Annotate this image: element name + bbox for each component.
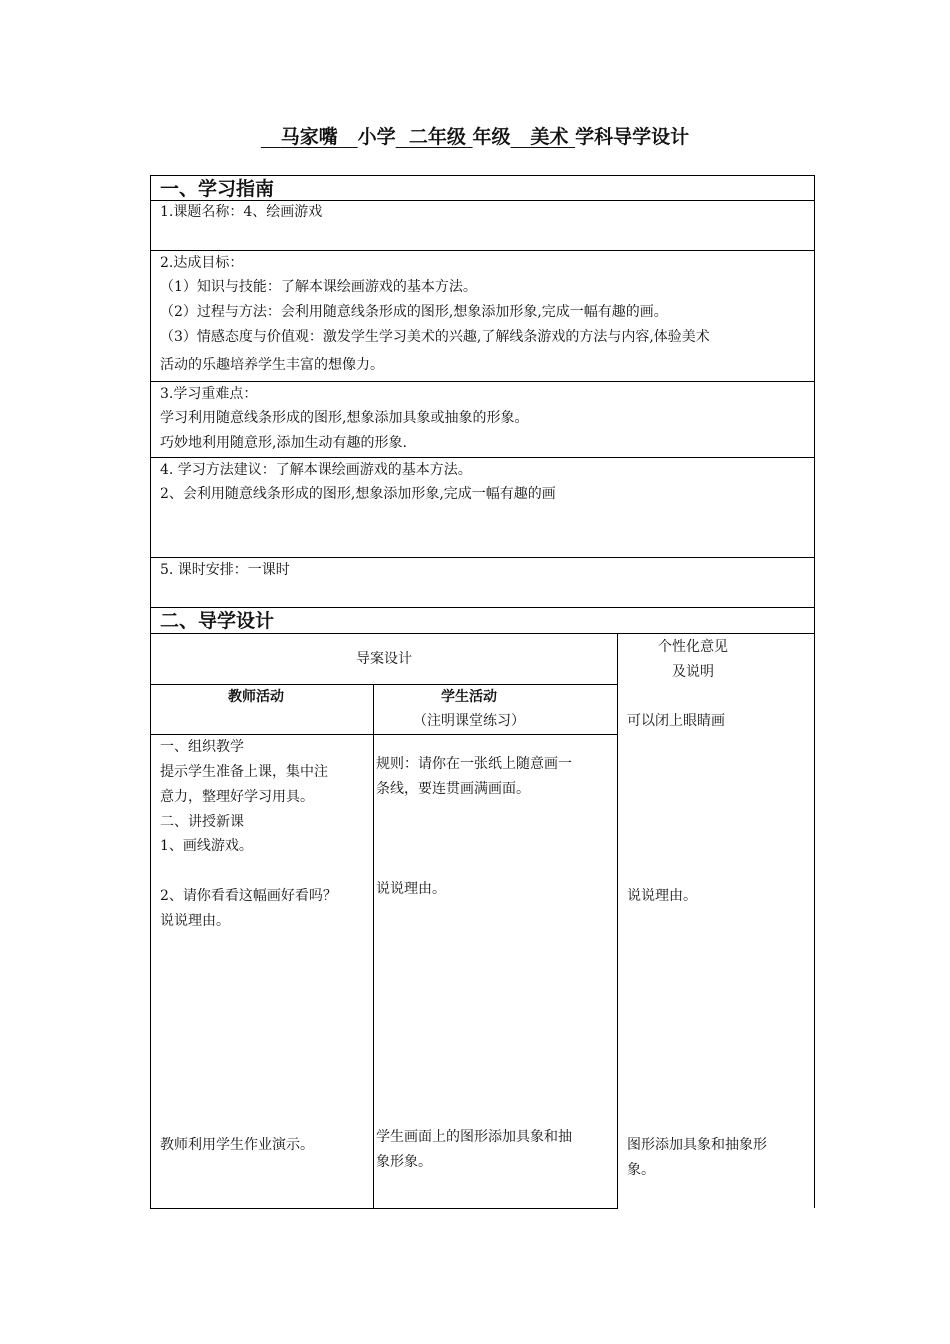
teacher-header: 教师活动 [228,689,284,705]
design-header: 导案设计 [356,651,412,667]
teacher-line-1: 一、组织教学 [160,739,244,755]
section2-right-border [814,607,815,1208]
keypoint-1: 学习利用随意线条形成的图形,想象添加具象或抽象的形象。 [160,410,529,426]
personal-line-2: 说说理由。 [627,888,697,904]
teacher-student-divider [373,684,374,1208]
student-line-4: 学生画面上的图形添加具象和抽 [376,1129,572,1145]
title-grade-underline [396,126,473,148]
personal-line-3: 图形添加具象和抽象形 [627,1137,767,1153]
student-line-3: 说说理由。 [376,881,446,897]
title-school-suffix: 小学 [357,126,396,148]
title-subject-suffix: 学科导学设计 [575,126,690,148]
goals-label: 2.达成目标： [160,255,244,271]
teacher-line-2: 提示学生准备上课，集中注 [160,764,328,780]
goal-attitude-line2: 活动的乐趣培养学生丰富的想像力。 [160,357,384,373]
section1-heading: 一、学习指南 [160,178,275,200]
title-school: 马家嘴 [280,126,338,148]
teacher-line-6: 2、请你看看这幅画好看吗？ [160,888,337,904]
topic-text: 1.课题名称：4、绘画游戏 [160,204,323,220]
section2-heading: 二、导学设计 [160,610,275,632]
teacher-line-5: 1、画线游戏。 [160,838,253,854]
teacher-line-8: 教师利用学生作业演示。 [160,1137,314,1153]
method-1: 4. 学习方法建议：了解本课绘画游戏的基本方法。 [160,462,472,478]
personal-line-1: 可以闭上眼睛画 [627,713,725,729]
title-school-underline [261,126,358,148]
table-bottom-rule [150,1208,618,1209]
teacher-line-7: 说说理由。 [160,913,230,929]
personal-line-4: 象。 [627,1162,655,1178]
personal-header-line2: 及说明 [672,664,714,680]
goal-process: （2）过程与方法：会利用随意线条形成的图形,想象添加形象,完成一幅有趣的画。 [160,304,668,320]
method-2: 2、会利用随意线条形成的图形,想象添加形象,完成一幅有趣的画 [160,486,556,502]
keypoint-2: 巧妙地利用随意形,添加生动有趣的形象. [160,435,407,451]
title-subject-underline [511,126,576,148]
keypoints-label: 3.学习重难点： [160,386,258,402]
topic-rule [150,250,815,251]
title-grade: 二年级 [408,126,466,148]
student-subheader: （注明课堂练习） [413,713,525,729]
section1-top-rule [150,175,815,176]
schedule-text: 5. 课时安排：一课时 [160,562,290,578]
personal-column-divider [617,633,618,1208]
schedule-rule [150,607,815,608]
student-line-1: 规则：请你在一张纸上随意画一 [376,756,572,772]
page-title [0,122,950,149]
title-subject: 美术 [530,126,569,148]
title-grade-suffix: 年级 [472,126,511,148]
teacher-line-4: 二、讲授新课 [160,814,244,830]
student-line-5: 象形象。 [376,1154,432,1170]
section2-heading-rule [150,633,815,634]
personal-header-line1: 个性化意见 [658,639,728,655]
goal-knowledge: （1）知识与技能：了解本课绘画游戏的基本方法。 [160,279,477,295]
goal-attitude-line1: （3）情感态度与价值观：激发学生学习美术的兴趣,了解线条游戏的方法与内容,体验美术 [160,329,710,345]
student-header: 学生活动 [441,689,497,705]
student-line-2: 条线，要连贯画满画面。 [376,781,530,797]
teacher-line-3: 意力，整理好学习用具。 [160,789,314,805]
